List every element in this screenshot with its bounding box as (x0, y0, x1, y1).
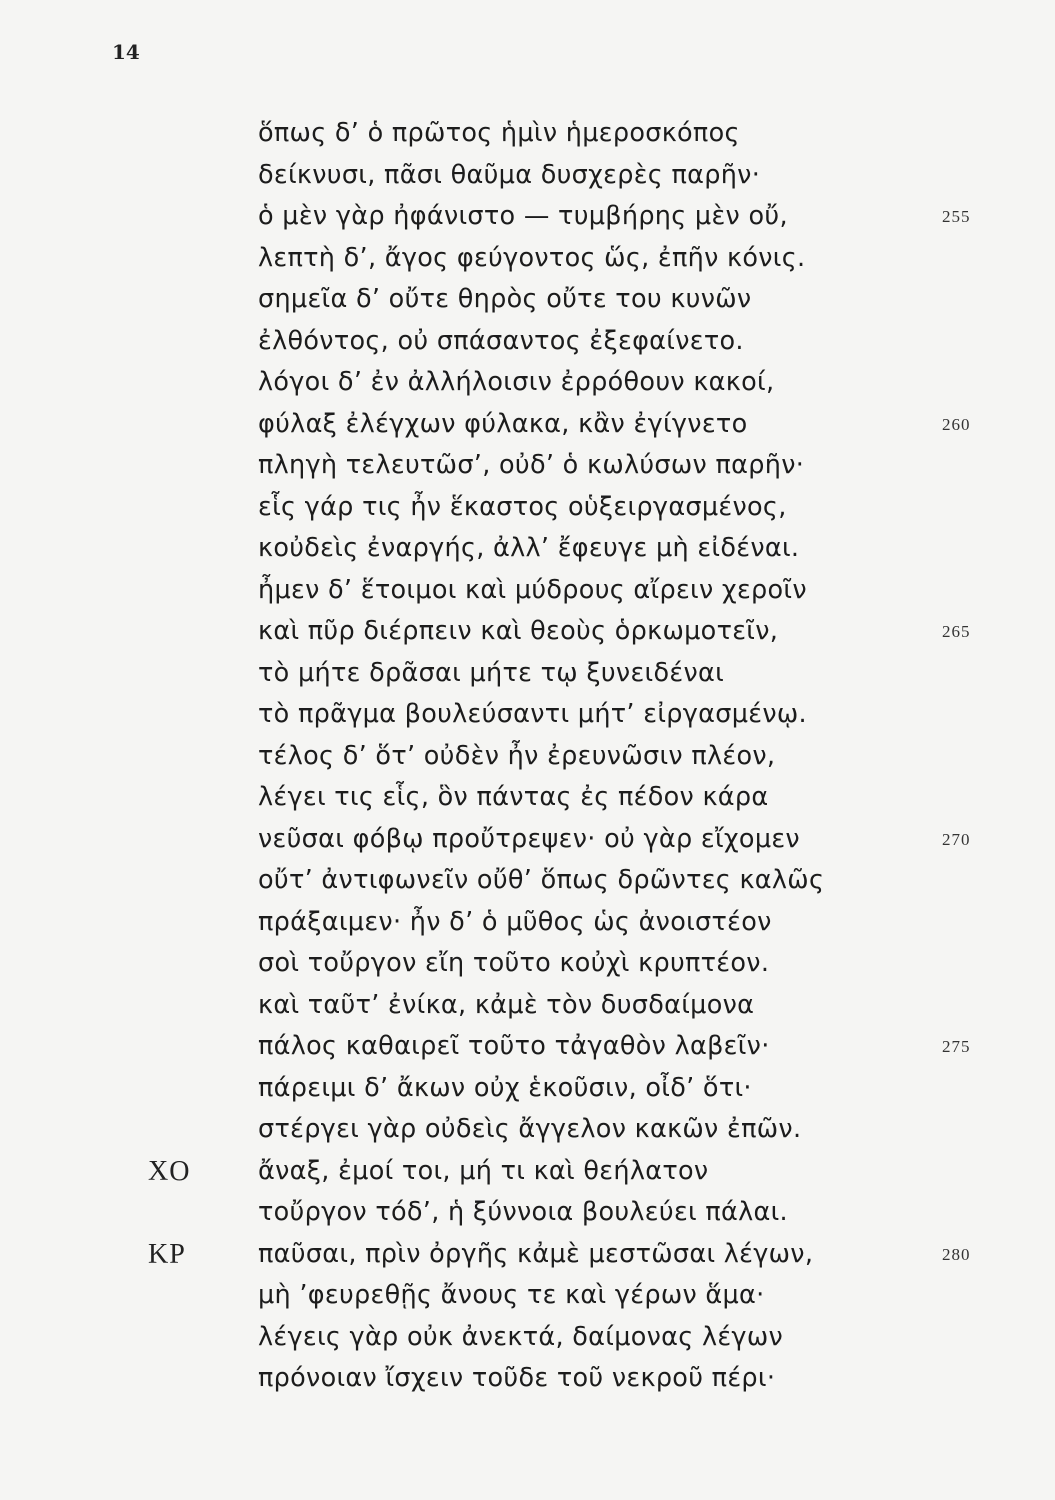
speaker-label: ΧΟ (148, 1155, 191, 1187)
verse-text: λεπτὴ δ’, ἄγος φεύγοντος ὥς, ἐπῆν κόνις. (258, 242, 806, 273)
verse-line (0, 1317, 1055, 1359)
line-number: 265 (942, 622, 971, 641)
verse-line (0, 1151, 1055, 1193)
verse-line (0, 155, 1055, 197)
verse-line (0, 736, 1055, 778)
verse-line (0, 1358, 1055, 1400)
verse-block (0, 113, 1055, 1400)
verse-text: πάλος καθαιρεῖ τοῦτο τἀγαθὸν λαβεῖν· (258, 1031, 770, 1061)
verse-line (0, 1026, 1055, 1068)
verse-text: καὶ ταῦτ’ ἐνίκα, κἀμὲ τὸν δυσδαίμονα (258, 989, 755, 1020)
verse-text: μὴ ’φευρεθῇς ἄνους τε καὶ γέρων ἅμα· (258, 1280, 765, 1310)
verse-line (0, 196, 1055, 238)
verse-line (0, 404, 1055, 446)
verse-line (0, 653, 1055, 695)
verse-line (0, 362, 1055, 404)
verse-text: τοὔργον τόδ’, ἡ ξύννοια βουλεύει πάλαι. (258, 1197, 788, 1227)
verse-line (0, 1109, 1055, 1151)
line-number: 280 (942, 1244, 971, 1264)
verse-text: ἦμεν δ’ ἕτοιμοι καὶ μύδρους αἴρειν χεροῖν (258, 574, 807, 605)
verse-line (0, 1192, 1055, 1234)
line-number: 260 (942, 414, 971, 434)
verse-line (0, 694, 1055, 736)
verse-text: στέργει γὰρ οὐδεὶς ἄγγελον κακῶν ἐπῶν. (258, 1114, 802, 1144)
verse-line (0, 819, 1055, 861)
verse-line (0, 611, 1055, 653)
line-number: 255 (942, 207, 971, 226)
verse-text: ἄναξ, ἐμοί τοι, μή τι καὶ θεήλατον (258, 1155, 709, 1186)
verse-text: ἐλθόντος, οὐ σπάσαντος ἐξεφαίνετο. (258, 325, 744, 356)
verse-text: τὸ πρᾶγμα βουλεύσαντι μήτ’ εἰργασμένῳ. (258, 699, 807, 729)
verse-text: κοὐδεὶς ἐναργής, ἀλλ’ ἔφευγε μὴ εἰδέναι. (258, 533, 800, 563)
verse-line (0, 1234, 1055, 1276)
verse-line (0, 279, 1055, 321)
verse-text: παῦσαι, πρὶν ὀργῆς κἀμὲ μεστῶσαι λέγων, (258, 1238, 814, 1269)
verse-line (0, 902, 1055, 944)
speaker-label: ΚΡ (148, 1238, 186, 1270)
verse-text: πάρειμι δ’ ἄκων οὐχ ἑκοῦσιν, οἶδ’ ὅτι· (258, 1072, 752, 1103)
verse-text: ὁ μὲν γὰρ ἠφάνιστο — τυμβήρης μὲν οὔ, (258, 201, 788, 231)
verse-line (0, 238, 1055, 280)
verse-text: λόγοι δ’ ἐν ἀλλήλοισιν ἐρρόθουν κακοί, (258, 367, 775, 397)
verse-text: τέλος δ’ ὅτ’ οὐδὲν ἦν ἐρευνῶσιν πλέον, (258, 740, 776, 771)
verse-text: δείκνυσι, πᾶσι θαῦμα δυσχερὲς παρῆν· (258, 159, 761, 190)
verse-line (0, 528, 1055, 570)
page-number: 14 (112, 40, 140, 64)
verse-text: λέγει τις εἷς, ὃν πάντας ἐς πέδον κάρα (258, 782, 769, 812)
verse-text: πληγὴ τελευτῶσ’, οὐδ’ ὁ κωλύσων παρῆν· (258, 450, 805, 480)
verse-text: σοὶ τοὔργον εἴη τοῦτο κοὐχὶ κρυπτέον. (258, 948, 770, 978)
verse-line (0, 321, 1055, 363)
verse-line (0, 985, 1055, 1027)
verse-text: φύλαξ ἐλέγχων φύλακα, κἂν ἐγίγνετο (258, 408, 748, 439)
verse-text: λέγεις γὰρ οὐκ ἀνεκτά, δαίμονας λέγων (258, 1321, 784, 1352)
verse-text: οὔτ’ ἀντιφωνεῖν οὔθ’ ὅπως δρῶντες καλῶς (258, 865, 825, 895)
line-number: 270 (942, 829, 971, 849)
verse-line (0, 777, 1055, 819)
verse-line (0, 570, 1055, 612)
verse-line (0, 1275, 1055, 1317)
verse-text: εἷς γάρ τις ἦν ἕκαστος οὑξειργασμένος, (258, 491, 787, 522)
verse-text: τὸ μήτε δρᾶσαι μήτε τῳ ξυνειδέναι (258, 657, 725, 688)
verse-line (0, 1068, 1055, 1110)
verse-line (0, 487, 1055, 529)
verse-text: καὶ πῦρ διέρπειν καὶ θεοὺς ὁρκωμοτεῖν, (258, 616, 779, 646)
verse-text: σημεῖα δ’ οὔτε θηρὸς οὔτε του κυνῶν (258, 284, 752, 314)
verse-text: πρόνοιαν ἴσχειν τοῦδε τοῦ νεκροῦ πέρι· (258, 1363, 776, 1393)
verse-line (0, 943, 1055, 985)
verse-line (0, 445, 1055, 487)
line-number: 275 (942, 1037, 971, 1056)
verse-line (0, 860, 1055, 902)
verse-text: πράξαιμεν· ἦν δ’ ὁ μῦθος ὡς ἀνοιστέον (258, 906, 772, 937)
verse-line (0, 113, 1055, 155)
verse-text: νεῦσαι φόβῳ προὔτρεψεν· οὐ γὰρ εἴχομεν (258, 823, 800, 854)
verse-text: ὅπως δ’ ὁ πρῶτος ἡμὶν ἡμεροσκόπος (258, 118, 740, 148)
